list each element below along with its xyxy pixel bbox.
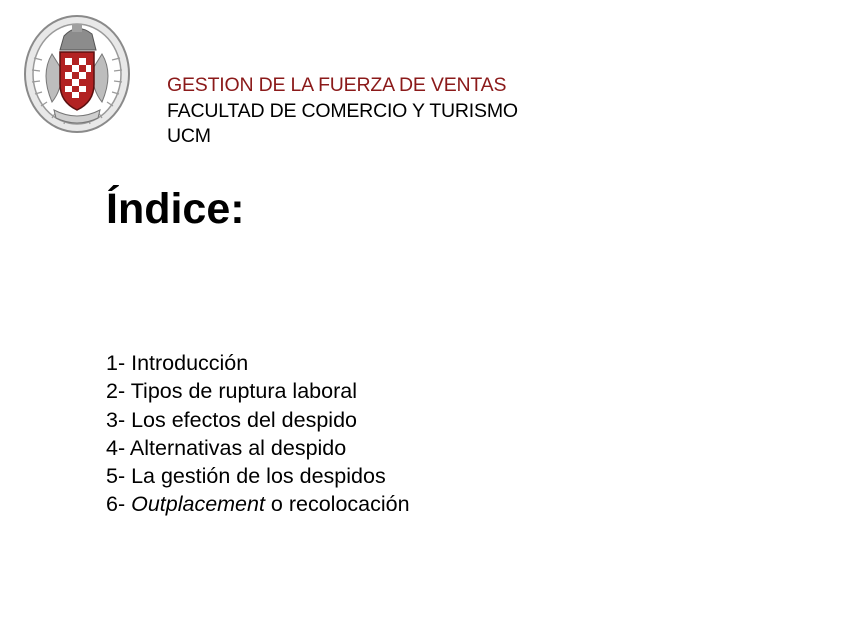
slide-header — [167, 73, 518, 150]
university-name: UCM — [167, 125, 211, 147]
toc-item-1: 1- Introducción — [106, 351, 249, 375]
toc-item-5: 5- La gestión de los despidos — [106, 464, 386, 489]
toc-item-6 — [106, 490, 410, 518]
index-heading: Índice: — [106, 185, 245, 233]
table-of-contents — [106, 349, 410, 519]
faculty-name: FACULTAD DE COMERCIO Y TURISMO — [167, 99, 518, 122]
toc-item-3: 3- Los efectos del despido — [106, 407, 357, 432]
toc-item-4: 4- Alternativas al despido — [106, 435, 347, 460]
ucm-seal-icon — [22, 10, 132, 136]
toc-item-6-italic: Outplacement — [131, 492, 265, 517]
toc-item-6-prefix: 6- — [106, 492, 132, 517]
toc-item-6-suffix: o recolocación — [264, 492, 410, 517]
course-title: GESTION DE LA FUERZA DE VENTAS — [167, 74, 507, 96]
toc-item-2: 2- Tipos de ruptura laboral — [106, 379, 357, 404]
